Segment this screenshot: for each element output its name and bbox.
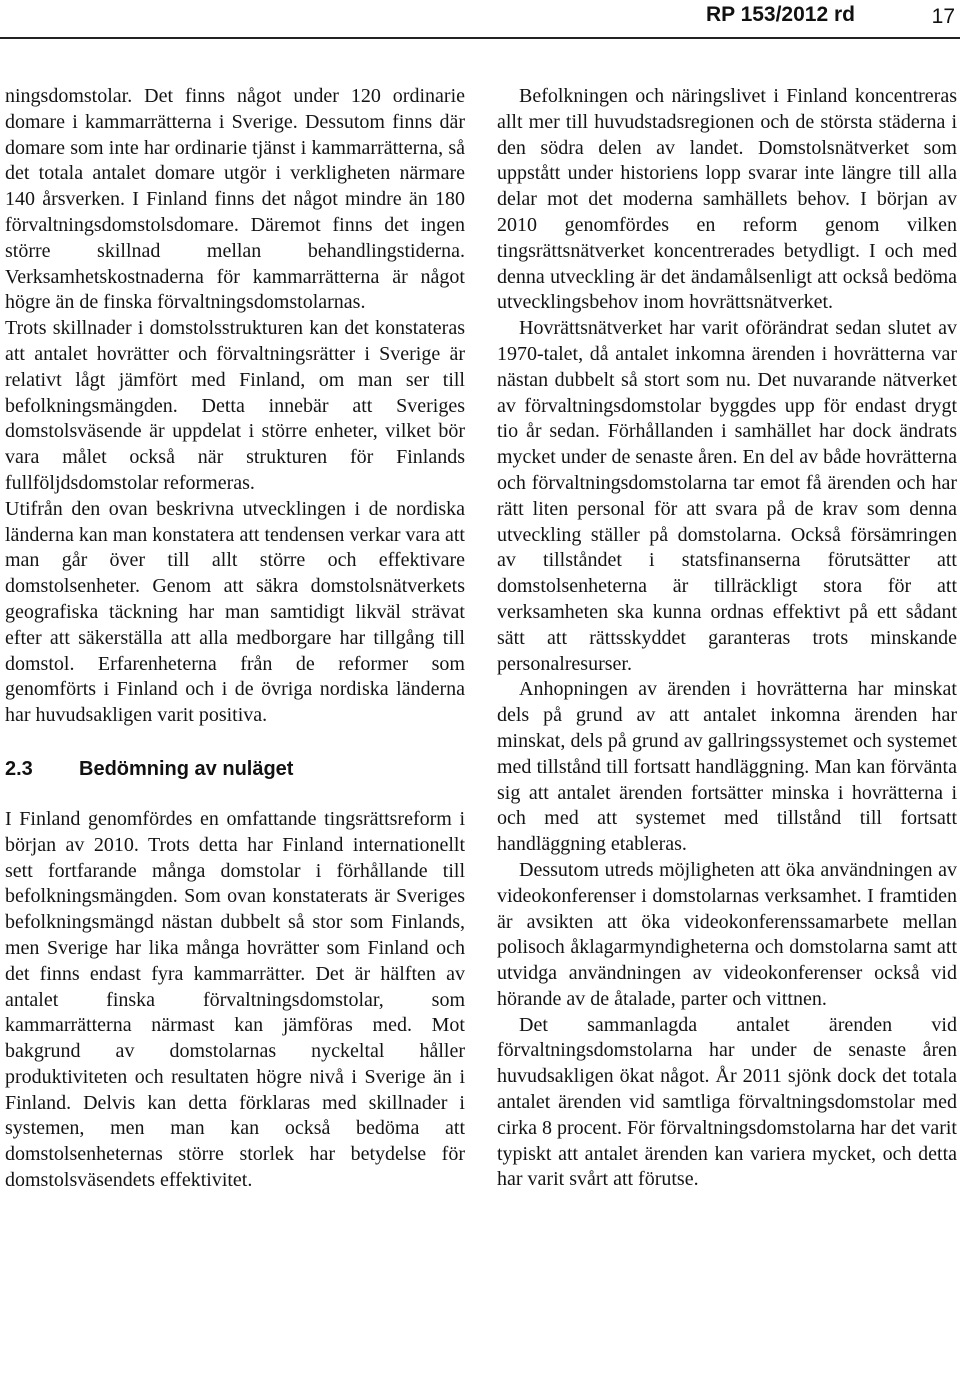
section-title: Bedömning av nuläget xyxy=(79,757,294,780)
header-divider xyxy=(0,37,960,39)
section-heading xyxy=(5,756,465,782)
left-column xyxy=(5,84,465,1194)
document-reference: RP 153/2012 rd xyxy=(705,3,855,26)
paragraph: Befolkningen och näringslivet i Finland koncentreras allt mer till huvudstadsregionen och de största städerna i den södra delen av landet. Domstolsnätverket som uppstått under historiens lopp svarar inte längre till alla delar mot det moderna samhällets behov. I början av 2010 genomfördes en reform genom vilken tingsrättsnätverket koncentrerades betydligt. I och med denna utveckling är det ändamålsenligt att också bedöma utvecklingsbehov inom hovrättsnätverket. xyxy=(497,85,957,314)
section-number: 2.3 xyxy=(5,757,33,780)
paragraph: ningsdomstolar. Det finns något under 120 ordinarie domare i kammarrätterna i Sverige. Dessutom finns där domare som inte har ordinarie tjänst i kammarrätterna, så det totala antalet domare utgör i verkligheten närmare 140 årsverken. I Finland finns det något mindre än 180 förvaltningsdomstolsdomare. Däremot finns det ingen större skillnad mellan behandlingstiderna. Verksamhetskostnaderna för kammarrätterna är något högre än de finska förvaltningsdomstolarnas. xyxy=(5,85,465,314)
page-header xyxy=(0,0,960,40)
page-number: 17 xyxy=(931,5,955,28)
paragraph: Utifrån den ovan beskrivna utvecklingen i de nordiska länderna kan man konstatera att tendensen verkar vara att man går över till allt större och effektivare domstolsenheter. Genom att säkra domstolsnätverkets geografiska täckning har man samtidigt likväl strävat efter att säkerställa att alla medborgare har tillgång till domstol. Erfarenheterna från de reformer som genomförts i Finland och i de övriga nordiska länderna har huvudsakligen varit positiva. xyxy=(5,497,465,727)
paragraph: Det sammanlagda antalet ärenden vid förvaltningsdomstolarna har under de senaste åren huvudsakligen ökat något. År 2011 sjönk dock det totala antalet ärenden vid samtliga förvaltningsdomstolar med cirka 8 procent. För förvaltningsdomstolarna har det varit typiskt att antalet ärenden kan variera mycket, och detta har varit svårt att förutse. xyxy=(497,1013,957,1191)
paragraph: I Finland genomfördes en omfattande tingsrättsreform i början av 2010. Trots detta har Finland internationellt sett fortfarande många domstolar i förhållande till befolkningsmängden. Som ovan konstaterats är Sveriges befolkningsmängd nästan dubbelt så stor som Finlands, men Sverige har lika många hovrätter som Finland och det finns endast fyra kammarrätter. Det är hälften av antalet finska förvaltningsdomstolar, som kammarrätterna närmast kan jämföras med. Mot bakgrund av domstolarnas nyckeltal håller produktiviteten och resultaten högre nivå i Sverige än i Finland. Delvis kan detta förklaras med skillnader i systemen, men man kan också bedöma att domstolsenheternas större storlek har betydelse för domstolsväsendets effektivitet. xyxy=(5,807,465,1192)
right-column xyxy=(497,84,957,1193)
paragraph: Hovrättsnätverket har varit oförändrat sedan slutet av 1970-talet, då antalet inkomna ärenden i hovrätterna var nästan dubbelt så stort som nu. Det nuvarande nätverket av förvaltningsdomstolar byggdes upp för endast drygt tio år sedan. Förhållanden i samhället har dock ändrats mycket under de senaste åren. En del av både hovrätterna och förvaltningsdomstolarna tar emot få ärenden och har rätt liten personal för att svara på de krav som denna utveckling ställer på domstolarna. Också försämringen av tillståndet i statsfinanserna förutsätter att domstolsenheterna är tillräckligt stora för att verksamheten ska kunna ordnas effektivt på ett sådant sätt att rättsskyddet garanteras trots minskande personalresurser. xyxy=(497,317,957,675)
paragraph: Anhopningen av ärenden i hovrätterna har minskat dels på grund av att antalet inkomna ärenden har minskat, dels på grund av gallringssystemet och systemet med tillstånd till fortsatt handläggning. Man kan förvänta sig att antalet ärenden fortsätter minska i hovrätterna i och med att systemet med tillstånd till fortsatt handläggning etableras. xyxy=(497,678,957,856)
paragraph: Dessutom utreds möjligheten att öka användningen av videokonferenser i domstolarnas verksamhet. I framtiden är avsikten att öka videokonferenssamarbete mellan polisoch åklagarmyndigheterna och domstolarna samt att utvidga användningen av videokonferenser också vid hörande av de åtalade, parter och vittnen. xyxy=(497,858,957,1010)
paragraph: Trots skillnader i domstolsstrukturen kan det konstateras att antalet hovrätter och förvaltningsrätter i Sverige är relativt lågt jämfört med Finland, om man ser till befolkningsmängden. Detta innebär att Sveriges domstolsväsende är uppdelat i större enheter, vilket bör vara målet också när strukturen för Finlands fullföljdsdomstolar reformeras. xyxy=(5,317,465,494)
